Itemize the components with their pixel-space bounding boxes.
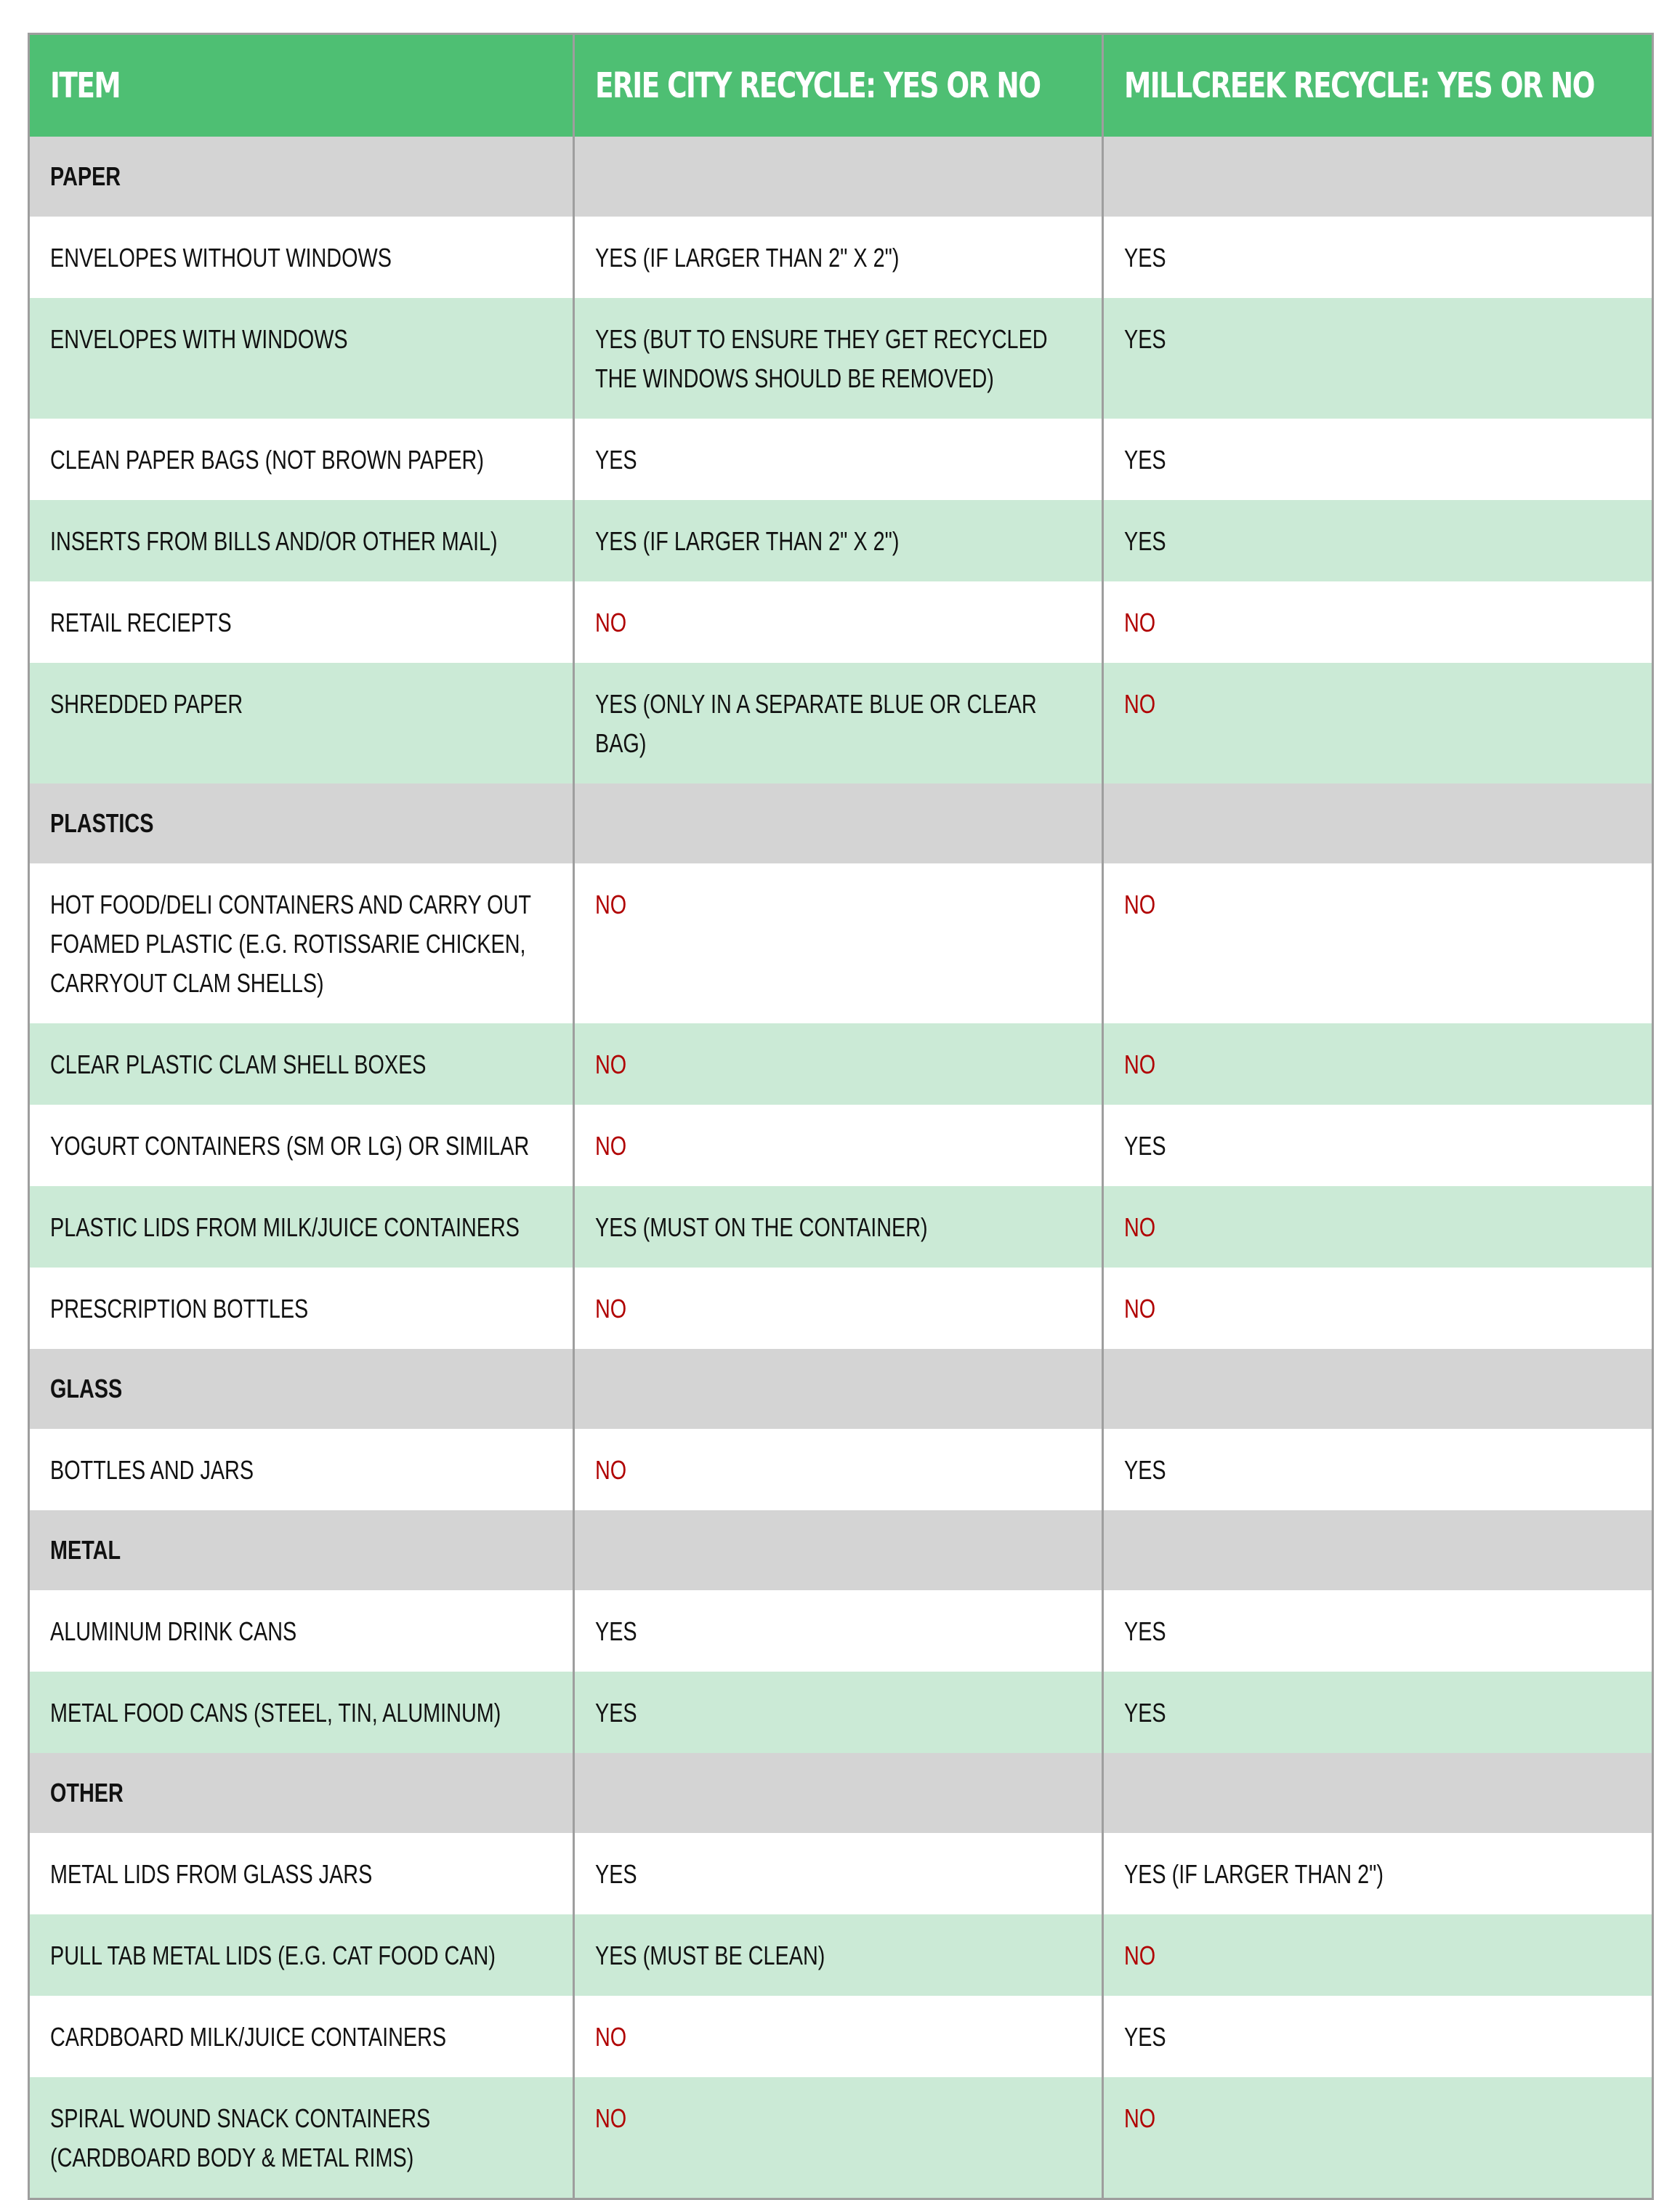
item-cell: ALUMINUM DRINK CANS — [30, 1590, 573, 1672]
item-cell: SPIRAL WOUND SNACK CONTAINERS (CARDBOARD BODY & METAL RIMS) — [30, 2077, 573, 2198]
table-row — [30, 1996, 1652, 2077]
erie-cell: NO — [573, 1268, 1102, 1349]
erie-cell: YES — [573, 419, 1102, 500]
header-item — [30, 35, 573, 137]
erie-cell: YES (IF LARGER THAN 2" X 2") — [573, 500, 1102, 581]
millcreek-cell: YES — [1102, 1590, 1652, 1672]
erie-cell: YES (ONLY IN A SEPARATE BLUE OR CLEAR BAG) — [573, 663, 1102, 783]
millcreek-cell: YES — [1102, 298, 1652, 419]
item-cell: METAL FOOD CANS (STEEL, TIN, ALUMINUM) — [30, 1672, 573, 1753]
item-cell: YOGURT CONTAINERS (SM OR LG) OR SIMILAR — [30, 1105, 573, 1186]
table-row — [30, 1672, 1652, 1753]
item-cell: CLEAN PAPER BAGS (NOT BROWN PAPER) — [30, 419, 573, 500]
table-row — [30, 217, 1652, 298]
erie-cell: YES (MUST BE CLEAN) — [573, 1914, 1102, 1996]
erie-cell: NO — [573, 581, 1102, 663]
table-row — [30, 1268, 1652, 1349]
table-row — [30, 581, 1652, 663]
erie-cell: YES (IF LARGER THAN 2" X 2") — [573, 217, 1102, 298]
millcreek-cell: NO — [1102, 2077, 1652, 2198]
millcreek-cell: NO — [1102, 1023, 1652, 1105]
erie-cell: NO — [573, 1105, 1102, 1186]
table-row — [30, 298, 1652, 419]
erie-cell: YES (MUST ON THE CONTAINER) — [573, 1186, 1102, 1268]
item-cell: ENVELOPES WITHOUT WINDOWS — [30, 217, 573, 298]
erie-cell: YES — [573, 1833, 1102, 1914]
erie-cell: NO — [573, 1429, 1102, 1510]
item-cell: PULL TAB METAL LIDS (E.G. CAT FOOD CAN) — [30, 1914, 573, 1996]
table-row — [30, 863, 1652, 1023]
millcreek-cell: NO — [1102, 863, 1652, 1023]
category-row — [30, 1753, 1652, 1833]
millcreek-cell: NO — [1102, 1914, 1652, 1996]
erie-cell: YES (BUT TO ENSURE THEY GET RECYCLED THE WINDOWS SHOULD BE REMOVED) — [573, 298, 1102, 419]
millcreek-cell: YES — [1102, 1429, 1652, 1510]
erie-cell: NO — [573, 1996, 1102, 2077]
header-item-label: ITEM — [50, 65, 121, 106]
table-row — [30, 1590, 1652, 1672]
erie-cell: NO — [573, 2077, 1102, 2198]
table-row — [30, 419, 1652, 500]
table-row — [30, 1914, 1652, 1996]
header-millcreek-label: MILLCREEK RECYCLE: YES OR NO — [1123, 65, 1594, 106]
recycling-comparison-table — [30, 35, 1652, 2198]
erie-cell: NO — [573, 863, 1102, 1023]
table-body — [30, 137, 1652, 2198]
millcreek-cell: NO — [1102, 581, 1652, 663]
item-cell: ENVELOPES WITH WINDOWS — [30, 298, 573, 419]
item-cell: PRESCRIPTION BOTTLES — [30, 1268, 573, 1349]
item-cell: SHREDDED PAPER — [30, 663, 573, 783]
item-cell: CLEAR PLASTIC CLAM SHELL BOXES — [30, 1023, 573, 1105]
millcreek-cell: YES — [1102, 500, 1652, 581]
category-label: OTHER — [30, 1753, 573, 1833]
header-row — [30, 35, 1652, 137]
millcreek-cell: YES — [1102, 1996, 1652, 2077]
category-row — [30, 1510, 1652, 1590]
category-row — [30, 137, 1652, 217]
category-row — [30, 783, 1652, 863]
table-row — [30, 1833, 1652, 1914]
table-row — [30, 1105, 1652, 1186]
millcreek-cell: YES — [1102, 419, 1652, 500]
category-row — [30, 1349, 1652, 1429]
millcreek-cell: YES — [1102, 217, 1652, 298]
header-millcreek — [1102, 35, 1652, 137]
category-label: PLASTICS — [30, 783, 573, 863]
item-cell: PLASTIC LIDS FROM MILK/JUICE CONTAINERS — [30, 1186, 573, 1268]
erie-cell: YES — [573, 1672, 1102, 1753]
table-row — [30, 1429, 1652, 1510]
category-label: GLASS — [30, 1349, 573, 1429]
table-row — [30, 2077, 1652, 2198]
item-cell: HOT FOOD/DELI CONTAINERS AND CARRY OUT FOAMED PLASTIC (E.G. ROTISSARIE CHICKEN, CARRYOUT CLAM SHELLS) — [30, 863, 573, 1023]
erie-cell: YES — [573, 1590, 1102, 1672]
millcreek-cell: NO — [1102, 1186, 1652, 1268]
millcreek-cell: NO — [1102, 1268, 1652, 1349]
millcreek-cell: YES — [1102, 1105, 1652, 1186]
table-row — [30, 500, 1652, 581]
item-cell: BOTTLES AND JARS — [30, 1429, 573, 1510]
millcreek-cell: NO — [1102, 663, 1652, 783]
header-erie-label: ERIE CITY RECYCLE: YES OR NO — [594, 65, 1040, 106]
item-cell: METAL LIDS FROM GLASS JARS — [30, 1833, 573, 1914]
category-label: PAPER — [30, 137, 573, 217]
item-cell: RETAIL RECIEPTS — [30, 581, 573, 663]
item-cell: INSERTS FROM BILLS AND/OR OTHER MAIL) — [30, 500, 573, 581]
table-row — [30, 663, 1652, 783]
recycling-table-container — [28, 33, 1654, 2200]
header-erie — [573, 35, 1102, 137]
erie-cell: NO — [573, 1023, 1102, 1105]
item-cell: CARDBOARD MILK/JUICE CONTAINERS — [30, 1996, 573, 2077]
millcreek-cell: YES (IF LARGER THAN 2") — [1102, 1833, 1652, 1914]
millcreek-cell: YES — [1102, 1672, 1652, 1753]
table-row — [30, 1186, 1652, 1268]
table-row — [30, 1023, 1652, 1105]
category-label: METAL — [30, 1510, 573, 1590]
